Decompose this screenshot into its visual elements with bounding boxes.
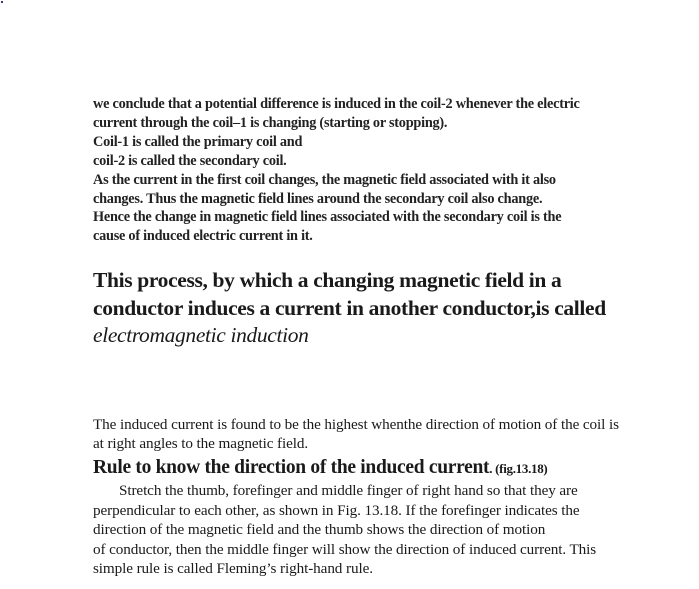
text-line: Coil-1 is called the primary coil and — [93, 133, 303, 150]
text-line: Stretch the thumb, forefinger and middle finger of right hand so that they are — [119, 482, 578, 499]
text-line: cause of induced electric current in it. — [93, 228, 313, 245]
rule-heading — [93, 456, 547, 481]
rule-paragraph — [93, 481, 683, 579]
definition-line: This process, by which a changing magnetic field in a — [93, 268, 562, 292]
text-line: The induced current is found to be the highest whenthe direction of motion of the coil is — [93, 416, 619, 433]
text-line: current through the coil–1 is changing (starting or stopping). — [93, 114, 448, 131]
intro-paragraph — [93, 95, 653, 246]
text-line: changes. Thus the magnetic field lines around the secondary coil also change. — [93, 190, 543, 207]
text-line: of conductor, then the middle finger will show the direction of induced current. This — [93, 540, 597, 558]
text-line: simple rule is called Fleming’s right-hand rule. — [93, 560, 373, 578]
definition-term: electromagnetic induction — [93, 323, 309, 347]
text-line: perpendicular to each other, as shown in Fig. 13.18. If the forefinger indicates the — [93, 501, 580, 519]
rule-heading-text: Rule to know the direction of the induced current — [93, 457, 490, 478]
figure-reference: . (fig.13.18) — [489, 461, 548, 476]
text-line: we conclude that a potential difference is induced in the coil-2 whenever the electric — [93, 96, 580, 112]
definition-callout — [93, 267, 673, 350]
induced-current-paragraph — [93, 416, 683, 454]
definition-line: conductor induces a current in another conductor,is called — [93, 295, 606, 320]
text-line: at right angles to the magnetic field. — [93, 434, 309, 452]
text-line: As the current in the first coil changes, the magnetic field associated with it also — [93, 171, 556, 188]
text-line: direction of the magnetic field and the thumb shows the direction of motion — [93, 521, 546, 539]
text-line: Hence the change in magnetic field lines associated with the secondary coil is the — [93, 209, 562, 226]
text-line: coil-2 is called the secondary coil. — [93, 152, 287, 169]
corner-mark — [1, 1, 3, 3]
